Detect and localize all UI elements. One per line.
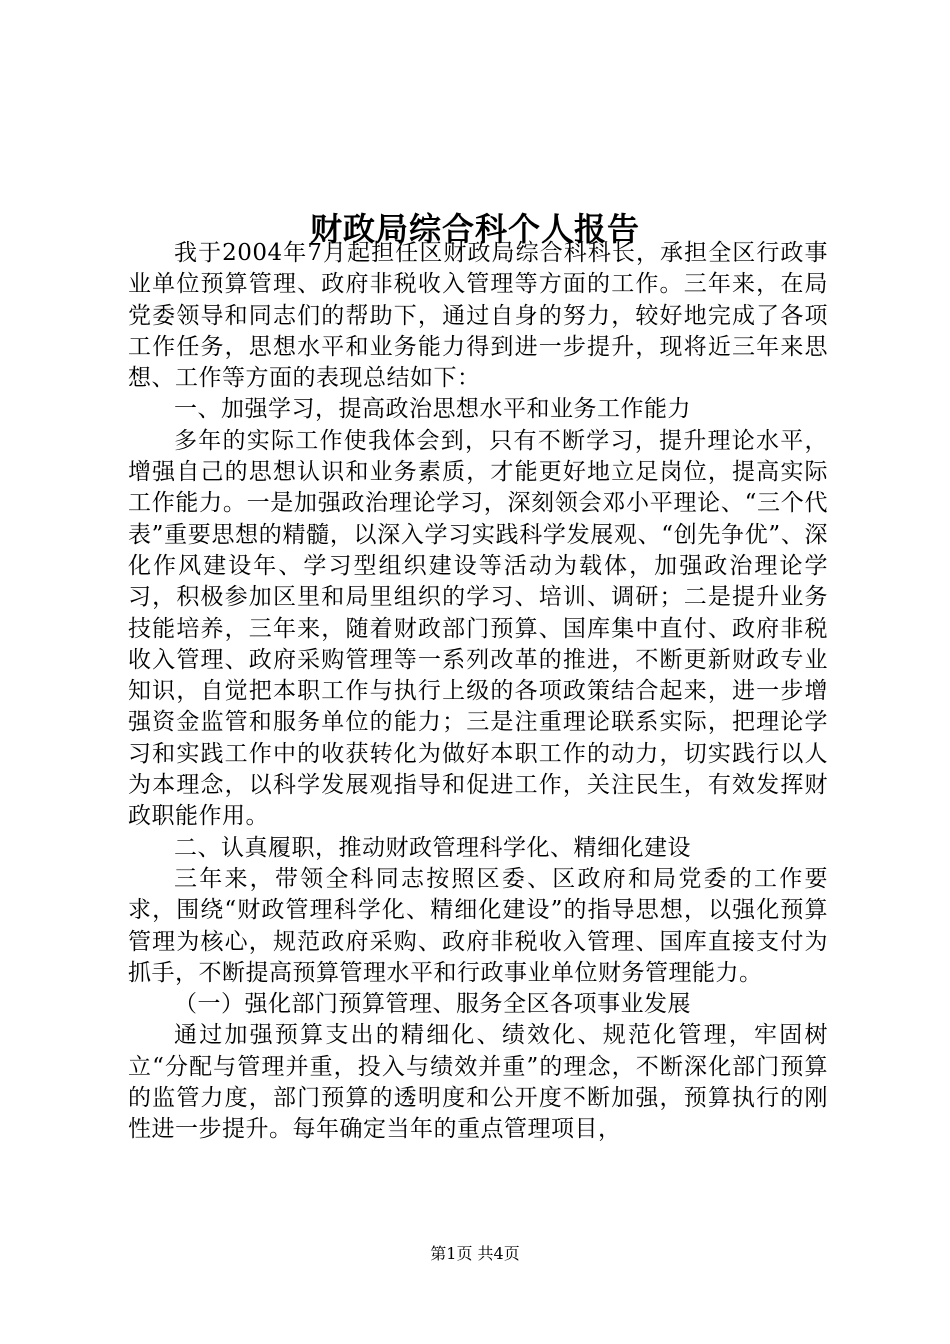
paragraph-budget: 通过加强预算支出的精细化、绩效化、规范化管理，牢固树立“分配与管理并重，投入与绩效并重”的理念，不断深化部门预算的监管力度，部门预算的透明度和公开度不断加强，预算执行的刚性进一步提升。每年确定当年的重点管理项目， [128, 1022, 828, 1143]
section-heading-2: 二、认真履职，推动财政管理科学化、精细化建设 [174, 834, 691, 861]
paragraph-duties: 三年来，带领全科同志按照区委、区政府和局党委的工作要求，围绕“财政管理科学化、精细化建设”的指导思想，以强化预算管理为核心，规范政府采购、政府非税收入管理、国库直接支付为抓手，不断提高预算管理水平和行政事业单位财务管理能力。 [128, 865, 828, 986]
document-title: 财政局综合科个人报告 [309, 210, 640, 249]
section-heading-1: 一、加强学习，提高政治思想水平和业务工作能力 [174, 396, 691, 423]
paragraph-intro: 我于2004年7月起担任区财政局综合科科长，承担全区行政事业单位预算管理、政府非税收入管理等方面的工作。三年来，在局党委领导和同志们的帮助下，通过自身的努力，较好地完成了各项工作任务，思想水平和业务能力得到进一步提升，现将近三年来思想、工作等方面的表现总结如下： [128, 240, 828, 392]
paragraph-study: 多年的实际工作使我体会到，只有不断学习，提升理论水平，增强自己的思想认识和业务素质，才能更好地立足岗位，提高实际工作能力。一是加强政治理论学习，深刻领会邓小平理论、“三个代表”重要思想的精髓，以深入学习实践科学发展观、“创先争优”、深化作风建设年、学习型组织建设等活动为载体，加强政治理论学习，积极参加区里和局里组织的学习、培训、调研；二是提升业务技能培养，三年来，随着财政部门预算、国库集中直付、政府非税收入管理、政府采购管理等一系列改革的推进，不断更新财政专业知识，自觉把本职工作与执行上级的各项政策结合起来，进一步增强资金监管和服务单位的能力；三是注重理论联系实际，把理论学习和实践工作中的收获转化为做好本职工作的动力，切实践行以人为本理念，以科学发展观指导和促进工作，关注民生，有效发挥财政职能作用。 [128, 427, 828, 830]
page-footer: 第1页 共4页 [430, 1244, 520, 1263]
document-body [128, 238, 828, 1146]
subsection-heading-1: （一）强化部门预算管理、服务全区各项事业发展 [174, 991, 691, 1018]
